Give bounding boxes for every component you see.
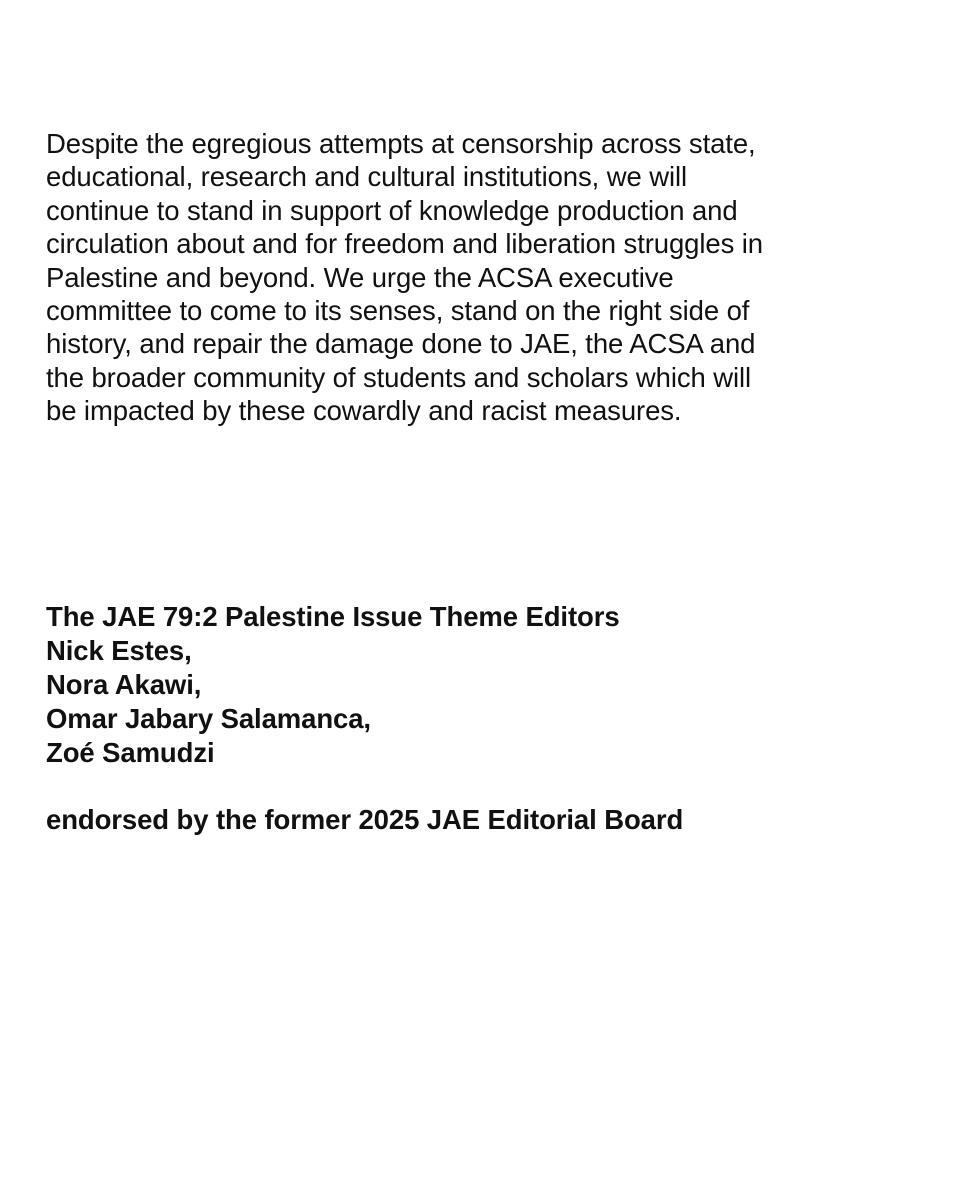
statement-line: committee to come to its senses, stand on the right side of bbox=[46, 295, 750, 327]
statement-line: Palestine and beyond. We urge the ACSA executive bbox=[46, 261, 674, 293]
statement-line: the broader community of students and scholars which will bbox=[46, 361, 752, 393]
signatory-name: Zoé Samudzi bbox=[46, 737, 215, 768]
statement-line: history, and repair the damage done to JAE, the ACSA and bbox=[46, 328, 756, 360]
statement-line: educational, research and cultural institutions, we will bbox=[46, 161, 687, 193]
signatory-name: Omar Jabary Salamanca, bbox=[46, 703, 371, 734]
endorsement-line: endorsed by the former 2025 JAE Editorial Board bbox=[46, 804, 684, 835]
signoff-heading: The JAE 79:2 Palestine Issue Theme Editors bbox=[46, 601, 620, 632]
statement-line: circulation about and for freedom and liberation struggles in bbox=[46, 228, 763, 260]
statement-paragraph bbox=[46, 127, 926, 428]
signatory-name: Nick Estes, bbox=[46, 635, 192, 666]
statement-line: Despite the egregious attempts at censorship across state, bbox=[46, 128, 756, 159]
statement-line: be impacted by these cowardly and racist measures. bbox=[46, 395, 682, 427]
statement-line: continue to stand in support of knowledge production and bbox=[46, 194, 738, 226]
signoff-block bbox=[46, 600, 926, 770]
signatory-name: Nora Akawi, bbox=[46, 669, 202, 700]
